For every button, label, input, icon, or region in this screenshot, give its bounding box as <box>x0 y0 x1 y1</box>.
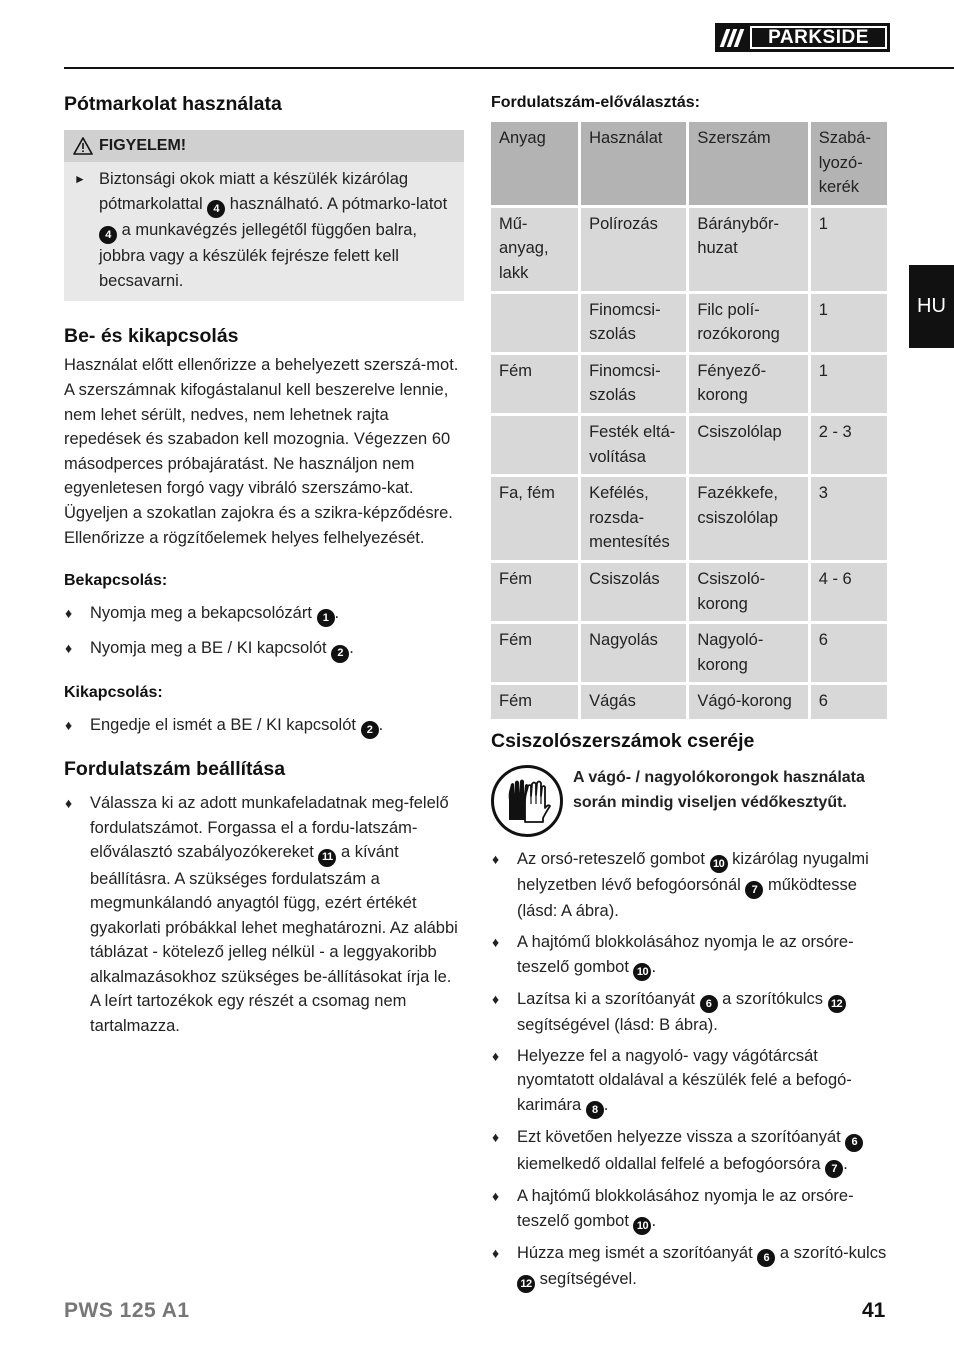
left-column <box>64 92 464 1039</box>
warning-body <box>64 162 464 293</box>
switch-off-list <box>64 713 464 739</box>
table-cell <box>491 294 578 352</box>
list-item: ♦ Nyomja meg a BE / KI kapcsolót 2 . <box>64 636 464 662</box>
table-cell: 3 <box>811 477 887 560</box>
part-number-badge: 7 <box>825 1160 843 1178</box>
column-header: Anyag <box>491 122 578 205</box>
table-cell: Fa, fém <box>491 477 578 560</box>
table-cell: Vágás <box>581 685 686 719</box>
warning-triangle-icon <box>73 137 93 155</box>
table-cell: 1 <box>811 294 887 352</box>
table-cell: Kefélés, rozsda-mentesítés <box>581 477 686 560</box>
table-row <box>491 563 887 621</box>
part-number-badge: 10 <box>710 855 728 873</box>
table-row <box>491 685 887 719</box>
table-row <box>491 624 887 682</box>
on-off-heading: Be- és kikapcsolás <box>64 325 239 348</box>
language-tab: HU <box>909 265 954 348</box>
list-item: ♦ Helyezze fel a nagyoló- vagy vágótárcsát nyomtatott oldalával a készülék felé a befogó-karimára 8 . <box>491 1044 891 1119</box>
warning-text: Biztonsági okok miatt a készülék kizárólag pótmarkolattal 4 használható. A pótmarko-latot 4 a munkavégzés jellegétől függően balra, jobbra vagy a készülék fejrésze felett kell becsavarni. <box>99 170 448 290</box>
part-number-badge: 2 <box>331 645 349 663</box>
part-number-badge: 10 <box>633 1217 651 1235</box>
tool-change-list <box>491 847 891 1294</box>
glove-notice <box>491 765 891 837</box>
table-cell: Báránybőr-huzat <box>689 208 807 291</box>
list-item: ♦ Engedje el ismét a BE / KI kapcsolót 2 . <box>64 713 464 739</box>
glove-notice-text: A vágó- / nagyolókorongok használata során mindig viseljen védőkesztyűt. <box>573 768 865 811</box>
part-number-badge: 7 <box>745 881 763 899</box>
logo-slashes-icon <box>715 23 749 52</box>
column-header: Használat <box>581 122 686 205</box>
page-number: 41 <box>862 1299 886 1322</box>
part-number-badge: 6 <box>757 1249 775 1267</box>
table-cell: Csiszolás <box>581 563 686 621</box>
list-item: ♦ Ezt követően helyezze vissza a szorítóanyát 6 kiemelkedő oldallal felfelé a befogóorsóra 7 . <box>491 1125 891 1178</box>
table-cell: Filc polí-rozókorong <box>689 294 807 352</box>
table-header-row <box>491 122 887 205</box>
speed-table-heading: Fordulatszám-előválasztás: <box>491 94 700 111</box>
speed-setting-list <box>64 791 464 1039</box>
part-number-badge: 6 <box>845 1134 863 1152</box>
tool-change-heading: Csiszolószerszámok cseréje <box>491 729 755 752</box>
table-row <box>491 294 887 352</box>
speed-setting-heading: Fordulatszám beállítása <box>64 758 286 781</box>
model-number: PWS 125 A1 <box>64 1299 190 1322</box>
warning-box <box>64 130 464 301</box>
column-header: Szabá-lyozó-kerék <box>811 122 887 205</box>
table-cell: Festék eltá-volítása <box>581 416 686 474</box>
list-item: ♦ A hajtómű blokkolásához nyomja le az orsóre-teszelő gombot 10 . <box>491 930 891 981</box>
table-row <box>491 355 887 413</box>
table-cell: Fém <box>491 563 578 621</box>
part-number-badge: 11 <box>318 849 336 867</box>
table-cell: Polírozás <box>581 208 686 291</box>
table-row <box>491 208 887 291</box>
table-cell: 1 <box>811 355 887 413</box>
column-header: Szerszám <box>689 122 807 205</box>
table-cell: Finomcsi-szolás <box>581 294 686 352</box>
table-cell: Fazékkefe, csiszolólap <box>689 477 807 560</box>
table-cell: 2 - 3 <box>811 416 887 474</box>
switch-off-heading: Kikapcsolás: <box>64 683 163 701</box>
list-item: ♦ A hajtómű blokkolásához nyomja le az orsóre-teszelő gombot 10 . <box>491 1184 891 1235</box>
warning-label: FIGYELEM! <box>99 137 187 154</box>
table-cell: Fém <box>491 624 578 682</box>
right-column <box>491 92 891 1293</box>
table-cell: Nagyolás <box>581 624 686 682</box>
part-number-badge: 10 <box>633 963 651 981</box>
list-item: ♦ Az orsó-reteszelő gombot 10 kizárólag nyugalmi helyzetben lévő befogóorsónál 7 működtesse (lásd: A ábra). <box>491 847 891 924</box>
table-row <box>491 416 887 474</box>
list-item: ♦ Lazítsa ki a szorítóanyát 6 a szorítókulcs 12 segítségével (lásd: B ábra). <box>491 987 891 1038</box>
table-cell: Fém <box>491 685 578 719</box>
table-cell: 1 <box>811 208 887 291</box>
header-divider <box>64 67 954 69</box>
arrow-right-icon: ► <box>74 172 86 186</box>
part-number-badge: 8 <box>586 1101 604 1119</box>
part-number-badge: 12 <box>828 995 846 1013</box>
table-row <box>491 477 887 560</box>
table-cell: Nagyoló-korong <box>689 624 807 682</box>
list-item: ♦ Válassza ki az adott munkafeladatnak meg-felelő fordulatszámot. Forgassa el a fordu-latszám-előválasztó szabályozókereket 11 a kívánt beállításra. A szükséges fordulatszám a megmunkálandó anyagtól függ, ezért értékét gyakorlati próbákkal lehet meghatározni. Az alábbi táblázat - kötelező jelleg nélkül - a leggyakoribb alkalmazásokhoz szükséges be-állításokat írja le. A leírt tartozékok egy részét a csomag nem tartalmazza. <box>64 791 464 1039</box>
part-number-badge: 12 <box>517 1275 535 1293</box>
part-number-badge: 2 <box>361 721 379 739</box>
table-cell: Mű-anyag, lakk <box>491 208 578 291</box>
brand-logo <box>715 23 890 52</box>
table-cell: 4 - 6 <box>811 563 887 621</box>
table-cell: 6 <box>811 624 887 682</box>
part-number-badge: 4 <box>207 200 225 218</box>
table-cell <box>491 416 578 474</box>
brand-name: PARKSIDE <box>750 26 887 49</box>
table-cell: Vágó-korong <box>689 685 807 719</box>
table-cell: 6 <box>811 685 887 719</box>
part-number-badge: 4 <box>99 226 117 244</box>
on-off-text: Használat előtt ellenőrizze a behelyezett szerszá-mot. A szerszámnak kifogástalanul kell beszerelve lennie, nem lehet sérült, nedves, nem lehetnek rajta repedések és szabadon kell mozognia. Végezzen 60 másodperces próbajáratást. Ne használjon nem egyenletesen forgó vagy vibráló szerszámo-kat. Ügyeljen a szokatlan zajokra és a szikra-képződésre. Ellenőrizze a rögzítőelemek helyes felhelyezését. <box>64 356 459 547</box>
switch-on-list <box>64 601 464 663</box>
list-item: ♦ Nyomja meg a bekapcsolózárt 1 . <box>64 601 464 627</box>
table-cell: Finomcsi-szolás <box>581 355 686 413</box>
table-cell: Csiszolólap <box>689 416 807 474</box>
warning-header <box>64 130 464 162</box>
table-cell: Csiszoló-korong <box>689 563 807 621</box>
protective-gloves-icon <box>491 765 563 837</box>
list-item: ♦ Húzza meg ismét a szorítóanyát 6 a szorító-kulcs 12 segítségével. <box>491 1241 891 1294</box>
table-cell: Fényező-korong <box>689 355 807 413</box>
aux-handle-heading: Pótmarkolat használata <box>64 93 282 115</box>
table-cell: Fém <box>491 355 578 413</box>
part-number-badge: 6 <box>700 995 718 1013</box>
switch-on-heading: Bekapcsolás: <box>64 572 168 590</box>
speed-preselection-table <box>488 119 890 722</box>
part-number-badge: 1 <box>317 609 335 627</box>
